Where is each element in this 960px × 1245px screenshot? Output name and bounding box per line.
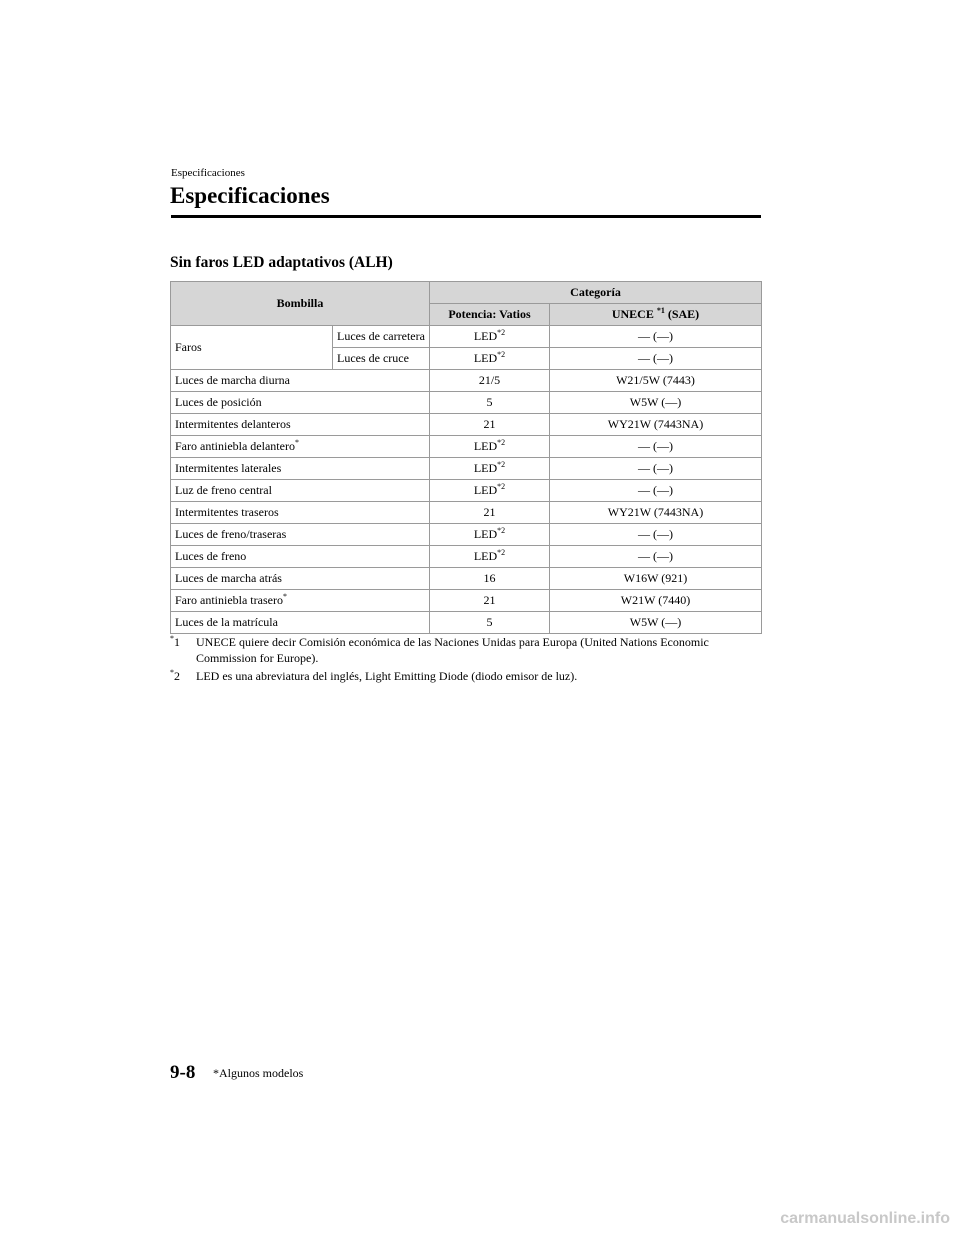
footnote-text: UNECE quiere decir Comisión económica de las Naciones Unidas para Europa (United Nations Economic Commission for Europe). bbox=[196, 635, 709, 665]
header-unece-label: UNECE bbox=[611, 307, 654, 321]
table-row bbox=[171, 326, 762, 348]
unece-cell: W5W (—) bbox=[550, 612, 762, 634]
models-note: *Algunos modelos bbox=[213, 1066, 304, 1080]
power-value: LED bbox=[473, 461, 498, 475]
bulb-name: Luces de posición bbox=[175, 395, 262, 409]
header-row-1 bbox=[171, 282, 762, 304]
power-value: LED bbox=[473, 329, 498, 343]
table-row bbox=[171, 480, 762, 502]
power-value: 21 bbox=[483, 593, 496, 607]
bulb-name-cell bbox=[171, 502, 430, 524]
bulb-name-cell bbox=[171, 612, 430, 634]
power-cell bbox=[430, 348, 550, 370]
table-row bbox=[171, 370, 762, 392]
table-row bbox=[171, 502, 762, 524]
power-cell bbox=[430, 524, 550, 546]
bulb-name-cell bbox=[171, 546, 430, 568]
bulb-name: Luz de freno central bbox=[175, 483, 272, 497]
table-row bbox=[171, 458, 762, 480]
bulb-name-cell bbox=[171, 370, 430, 392]
table-row bbox=[171, 568, 762, 590]
power-value: LED bbox=[473, 483, 498, 497]
footnote-marker bbox=[170, 668, 180, 684]
bulb-name: Luces de marcha diurna bbox=[175, 373, 290, 387]
section-label: Especificaciones bbox=[171, 167, 245, 179]
unece-cell: — (—) bbox=[550, 436, 762, 458]
sub-label: Luces de carretera bbox=[333, 326, 430, 348]
header-bulb: Bombilla bbox=[171, 282, 430, 326]
table-row bbox=[171, 436, 762, 458]
header-unece-ref: *1 bbox=[656, 306, 665, 315]
power-value: LED bbox=[473, 351, 498, 365]
watermark: carmanualsonline.info bbox=[780, 1210, 950, 1227]
footnote-number: 1 bbox=[174, 635, 180, 649]
footnotes bbox=[170, 634, 762, 686]
power-cell bbox=[430, 392, 550, 414]
bulb-name-cell bbox=[171, 436, 430, 458]
bulb-spec-table bbox=[170, 281, 762, 634]
footnote-1 bbox=[170, 634, 762, 666]
table-row bbox=[171, 392, 762, 414]
bulb-name: Luces de freno bbox=[175, 549, 247, 563]
bulb-name: Faro antiniebla trasero bbox=[175, 593, 283, 607]
power-ref: *2 bbox=[497, 526, 506, 535]
power-value: 21 bbox=[483, 505, 496, 519]
power-value: LED bbox=[473, 549, 498, 563]
power-value: 21 bbox=[483, 417, 496, 431]
table-row bbox=[171, 524, 762, 546]
header-category: Categoría bbox=[430, 282, 762, 304]
bulb-name-cell bbox=[171, 458, 430, 480]
bulb-name-ref: * bbox=[294, 438, 299, 447]
power-value: LED bbox=[473, 439, 498, 453]
footnote-number: 2 bbox=[174, 669, 180, 683]
unece-cell: W21W (7440) bbox=[550, 590, 762, 612]
power-ref: *2 bbox=[497, 438, 506, 447]
unece-cell: W16W (921) bbox=[550, 568, 762, 590]
header-unece bbox=[550, 304, 762, 326]
unece-cell: — (—) bbox=[550, 348, 762, 370]
page-title: Especificaciones bbox=[170, 183, 330, 208]
bulb-name-cell bbox=[171, 414, 430, 436]
power-cell bbox=[430, 326, 550, 348]
bulb-name: Faro antiniebla delantero bbox=[175, 439, 295, 453]
unece-cell: WY21W (7443NA) bbox=[550, 414, 762, 436]
power-cell bbox=[430, 568, 550, 590]
page-number: 9-8 bbox=[170, 1062, 196, 1083]
unece-cell: — (—) bbox=[550, 524, 762, 546]
unece-cell: W5W (—) bbox=[550, 392, 762, 414]
power-ref: *2 bbox=[497, 328, 506, 337]
bulb-name: Luces de freno/traseras bbox=[175, 527, 287, 541]
power-ref: *2 bbox=[497, 548, 506, 557]
bulb-name: Luces de la matrícula bbox=[175, 615, 278, 629]
unece-cell: — (—) bbox=[550, 326, 762, 348]
table-row bbox=[171, 612, 762, 634]
table-subtitle: Sin faros LED adaptativos (ALH) bbox=[170, 254, 393, 271]
footnote-star: * bbox=[170, 634, 174, 643]
footnote-star: * bbox=[170, 668, 174, 677]
power-ref: *2 bbox=[497, 460, 506, 469]
power-cell bbox=[430, 590, 550, 612]
unece-cell: W21/5W (7443) bbox=[550, 370, 762, 392]
header-sae-label: (SAE) bbox=[667, 307, 700, 321]
power-ref: *2 bbox=[497, 482, 506, 491]
unece-cell: — (—) bbox=[550, 546, 762, 568]
bulb-name-ref: * bbox=[282, 592, 287, 601]
bulb-name: Luces de marcha atrás bbox=[175, 571, 282, 585]
bulb-name-cell bbox=[171, 590, 430, 612]
power-cell bbox=[430, 480, 550, 502]
unece-cell: — (—) bbox=[550, 480, 762, 502]
power-cell bbox=[430, 502, 550, 524]
power-cell bbox=[430, 414, 550, 436]
power-value: 21/5 bbox=[478, 373, 501, 387]
title-rule bbox=[171, 215, 761, 218]
bulb-name: Intermitentes traseros bbox=[175, 505, 279, 519]
table-row bbox=[171, 590, 762, 612]
power-cell bbox=[430, 612, 550, 634]
power-cell bbox=[430, 458, 550, 480]
bulb-name-cell bbox=[171, 524, 430, 546]
power-value: 16 bbox=[483, 571, 496, 585]
power-cell bbox=[430, 370, 550, 392]
power-value: 5 bbox=[486, 615, 493, 629]
table-row bbox=[171, 546, 762, 568]
footnote-text: LED es una abreviatura del inglés, Light Emitting Diode (diodo emisor de luz). bbox=[196, 669, 578, 683]
bulb-name: Intermitentes laterales bbox=[175, 461, 282, 475]
bulb-name-cell bbox=[171, 568, 430, 590]
footnote-2 bbox=[170, 668, 762, 684]
header-power: Potencia: Vatios bbox=[430, 304, 550, 326]
power-value: LED bbox=[473, 527, 498, 541]
unece-cell: — (—) bbox=[550, 458, 762, 480]
bulb-name-cell bbox=[171, 392, 430, 414]
bulb-name: Intermitentes delanteros bbox=[175, 417, 291, 431]
power-cell bbox=[430, 546, 550, 568]
group-label-faros: Faros bbox=[171, 326, 333, 370]
power-value: 5 bbox=[486, 395, 493, 409]
power-cell bbox=[430, 436, 550, 458]
bulb-name-cell bbox=[171, 480, 430, 502]
footnote-marker bbox=[170, 634, 180, 650]
sub-label: Luces de cruce bbox=[333, 348, 430, 370]
table-row bbox=[171, 414, 762, 436]
power-ref: *2 bbox=[497, 350, 506, 359]
unece-cell: WY21W (7443NA) bbox=[550, 502, 762, 524]
